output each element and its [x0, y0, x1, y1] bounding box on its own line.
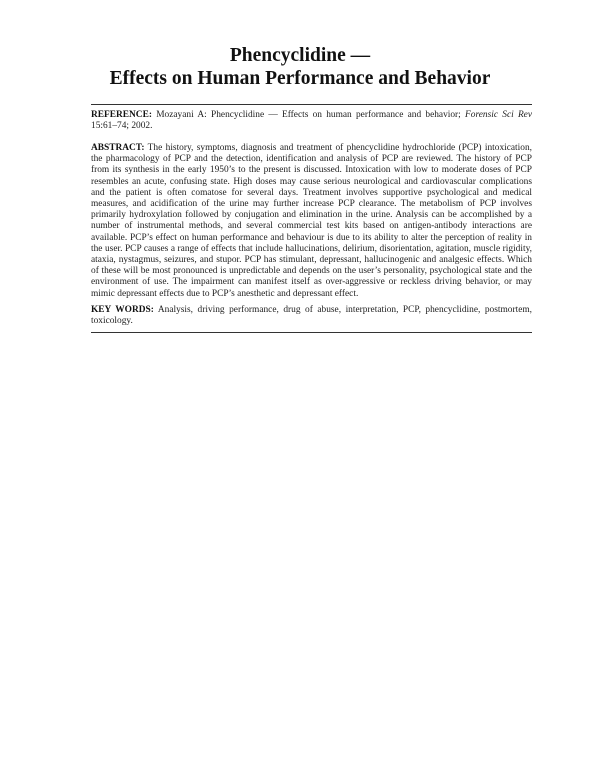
bottom-divider — [91, 332, 532, 333]
title-line-2: Effects on Human Performance and Behavior — [109, 68, 491, 89]
keywords-section — [91, 305, 532, 327]
keywords-text: Analysis, driving performance, drug of abuse, interpretation, PCP, phencyclidine, postmortem, toxicology. — [91, 305, 532, 327]
reference-section — [91, 110, 532, 132]
abstract-text: The history, symptoms, diagnosis and treatment of phencyclidine hydrochloride (PCP) intoxication, the pharmacology of PCP and the detection, identification and analysis of PCP are reviewed. The history of PCP from its synthesis in the early 1950’s to the present is discussed. Intoxication with low to moderate doses of PCP resembles an acute, confusing state. High doses may cause serious neurological and cardiovascular complications and the patient is often comatose for several days. Treatment involves supportive psychological and medical measures, and acidification of the urine may further increase PCP clearance. The metabolism of PCP involves primarily hydroxylation followed by conjugation and elimination in the urine. Analysis can be accomplished by a number of instrumental methods, and several commercial test kits based on antigen-antibody interactions are available. PCP’s effect on human performance and behaviour is due to its ability to alter the perception of reality in the user. PCP causes a range of effects that include hallucinations, delirium, disorientation, agitation, muscle rigidity, ataxia, nystagmus, seizures, and stupor. PCP has stimulant, depressant, hallucinogenic and analgesic effects. Which of these will be most pronounced is unpredictable and depends on the user’s personality, psychological state and the environment of use. The impairment can manifest itself as over-aggressive or reckless driving behavior, or may mimic depressant effects due to PCP’s anesthetic and depressant effect. — [91, 143, 532, 299]
reference-citation: 15:61–74; 2002. — [91, 121, 153, 132]
journal-name: Forensic Sci Rev — [465, 110, 532, 120]
article-title — [0, 44, 600, 90]
abstract-label: ABSTRACT: — [91, 143, 145, 153]
top-divider — [91, 104, 532, 105]
keywords-label: KEY WORDS: — [91, 305, 154, 315]
reference-text: Mozayani A: Phencyclidine — Effects on human performance and behavior; — [151, 110, 466, 120]
title-line-1: Phencyclidine — — [229, 45, 371, 66]
abstract-section — [91, 143, 532, 300]
reference-label: REFERENCE: — [91, 110, 152, 120]
